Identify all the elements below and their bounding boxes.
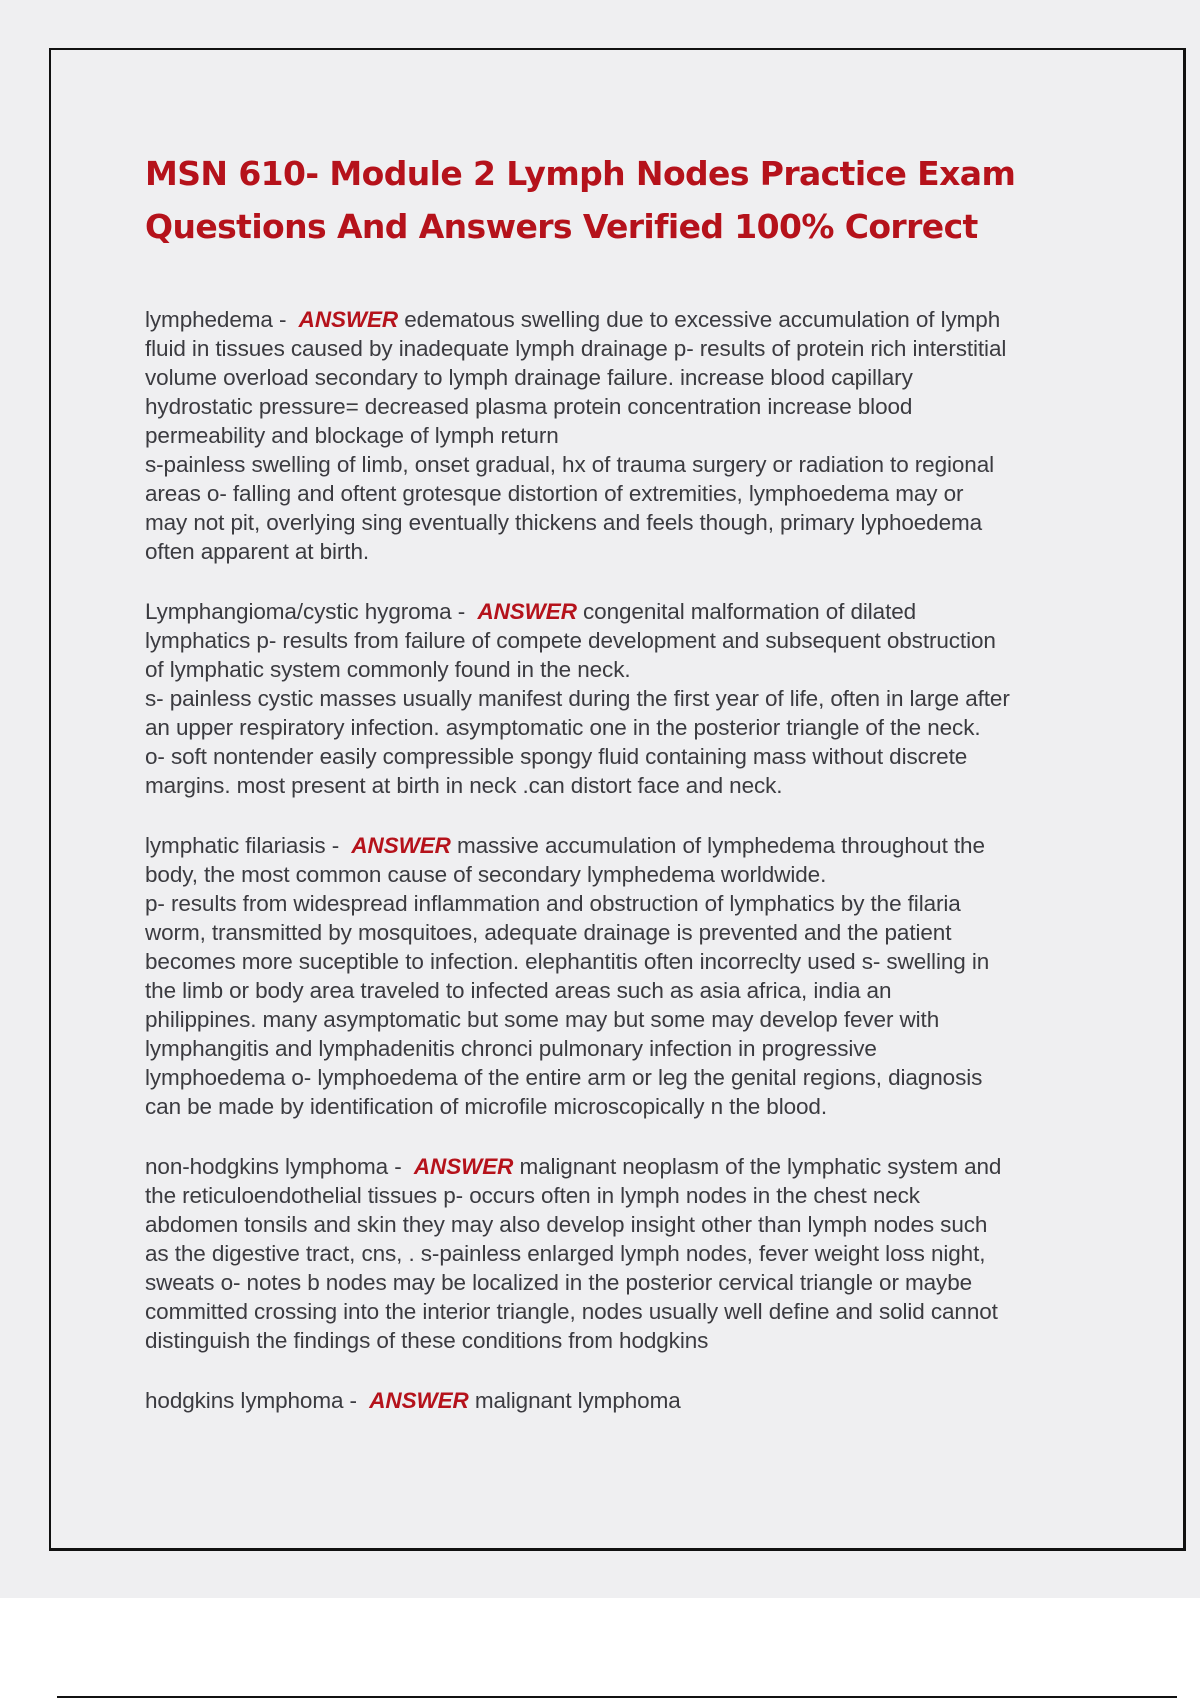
answer-line: may not pit, overlying sing eventually thickens and feels though, primary lyphoedema bbox=[145, 510, 983, 535]
qa-entry-hodgkins-lymphoma bbox=[145, 1386, 1095, 1415]
answer-line: s- painless cystic masses usually manifest during the first year of life, often in large after bbox=[145, 686, 1010, 711]
answer-text: congenital malformation of dilated bbox=[583, 599, 917, 624]
answer-line: lymphatics p- results from failure of compete development and subsequent obstruction bbox=[145, 628, 996, 653]
qa-entry-lymphangioma bbox=[145, 597, 1095, 800]
qa-entry-non-hodgkins-lymphoma bbox=[145, 1152, 1095, 1355]
answer-line: philippines. many asymptomatic but some may but some may develop fever with bbox=[145, 1007, 940, 1032]
answer-line: the reticuloendothelial tissues p- occurs often in lymph nodes in the chest neck bbox=[145, 1183, 920, 1208]
term: Lymphangioma/cystic hygroma - bbox=[145, 599, 472, 624]
answer-line: lymphangitis and lymphadenitis chronci pulmonary infection in progressive bbox=[145, 1036, 877, 1061]
answer-line: p- results from widespread inflammation and obstruction of lymphatics by the filaria bbox=[145, 891, 961, 916]
answer-line: becomes more suceptible to infection. elephantitis often incorreclty used s- swelling in bbox=[145, 949, 990, 974]
qa-entries bbox=[145, 305, 1095, 1446]
answer-line: o- soft nontender easily compressible spongy fluid containing mass without discrete bbox=[145, 744, 968, 769]
entry-first-line bbox=[145, 597, 1095, 626]
entry-first-line bbox=[145, 831, 1095, 860]
answer-line: sweats o- notes b nodes may be localized in the posterior cervical triangle or maybe bbox=[145, 1270, 973, 1295]
term: hodgkins lymphoma - bbox=[145, 1388, 364, 1413]
answer-line: body, the most common cause of secondary lymphedema worldwide. bbox=[145, 862, 827, 887]
term: lymphedema - bbox=[145, 307, 293, 332]
qa-entry-lymphatic-filariasis bbox=[145, 831, 1095, 1121]
answer-line: can be made by identification of microfile microscopically n the blood. bbox=[145, 1094, 827, 1119]
footer-divider bbox=[57, 1696, 1177, 1698]
answer-line: lymphoedema o- lymphoedema of the entire arm or leg the genital regions, diagnosis bbox=[145, 1065, 983, 1090]
answer-line: volume overload secondary to lymph drainage failure. increase blood capillary bbox=[145, 365, 913, 390]
answer-line: hydrostatic pressure= decreased plasma protein concentration increase blood bbox=[145, 394, 913, 419]
answer-text: malignant neoplasm of the lymphatic system and bbox=[519, 1154, 1002, 1179]
answer-line: fluid in tissues caused by inadequate lymph drainage p- results of protein rich interstitial bbox=[145, 336, 1007, 361]
term: non-hodgkins lymphoma - bbox=[145, 1154, 408, 1179]
answer-line: permeability and blockage of lymph return bbox=[145, 423, 559, 448]
answer-label: ANSWER bbox=[351, 833, 451, 858]
answer-line: the limb or body area traveled to infected areas such as asia africa, india an bbox=[145, 978, 892, 1003]
answer-text: edematous swelling due to excessive accumulation of lymph bbox=[404, 307, 1001, 332]
answer-text: massive accumulation of lymphedema throughout the bbox=[456, 833, 985, 858]
answer-line: of lymphatic system commonly found in the neck. bbox=[145, 657, 631, 682]
title-line-1: MSN 610- Module 2 Lymph Nodes Practice Exam bbox=[145, 154, 1016, 193]
entry-first-line bbox=[145, 1152, 1095, 1181]
document-title bbox=[145, 147, 1125, 253]
title-line-2: Questions And Answers Verified 100% Correct bbox=[145, 207, 978, 246]
answer-label: ANSWER bbox=[413, 1154, 514, 1179]
answer-line: s-painless swelling of limb, onset gradual, hx of trauma surgery or radiation to regional bbox=[145, 452, 995, 477]
qa-entry-lymphedema bbox=[145, 305, 1095, 566]
answer-label: ANSWER bbox=[369, 1388, 469, 1413]
answer-line: often apparent at birth. bbox=[145, 539, 370, 564]
answer-label: ANSWER bbox=[477, 599, 577, 624]
term: lymphatic filariasis - bbox=[145, 833, 346, 858]
answer-line: areas o- falling and oftent grotesque distortion of extremities, lymphoedema may or bbox=[145, 481, 964, 506]
entry-first-line bbox=[145, 1386, 1095, 1415]
answer-line: distinguish the findings of these conditions from hodgkins bbox=[145, 1328, 709, 1353]
answer-line: as the digestive tract, cns, . s-painless enlarged lymph nodes, fever weight loss night, bbox=[145, 1241, 986, 1266]
answer-label: ANSWER bbox=[298, 307, 399, 332]
answer-line: committed crossing into the interior triangle, nodes usually well define and solid cannot bbox=[145, 1299, 998, 1324]
answer-line: abdomen tonsils and skin they may also develop insight other than lymph nodes such bbox=[145, 1212, 988, 1237]
answer-line: margins. most present at birth in neck .can distort face and neck. bbox=[145, 773, 783, 798]
answer-line: an upper respiratory infection. asymptomatic one in the posterior triangle of the neck. bbox=[145, 715, 981, 740]
answer-line: worm, transmitted by mosquitoes, adequate drainage is prevented and the patient bbox=[145, 920, 952, 945]
answer-text: malignant lymphoma bbox=[474, 1388, 681, 1413]
entry-first-line bbox=[145, 305, 1095, 334]
